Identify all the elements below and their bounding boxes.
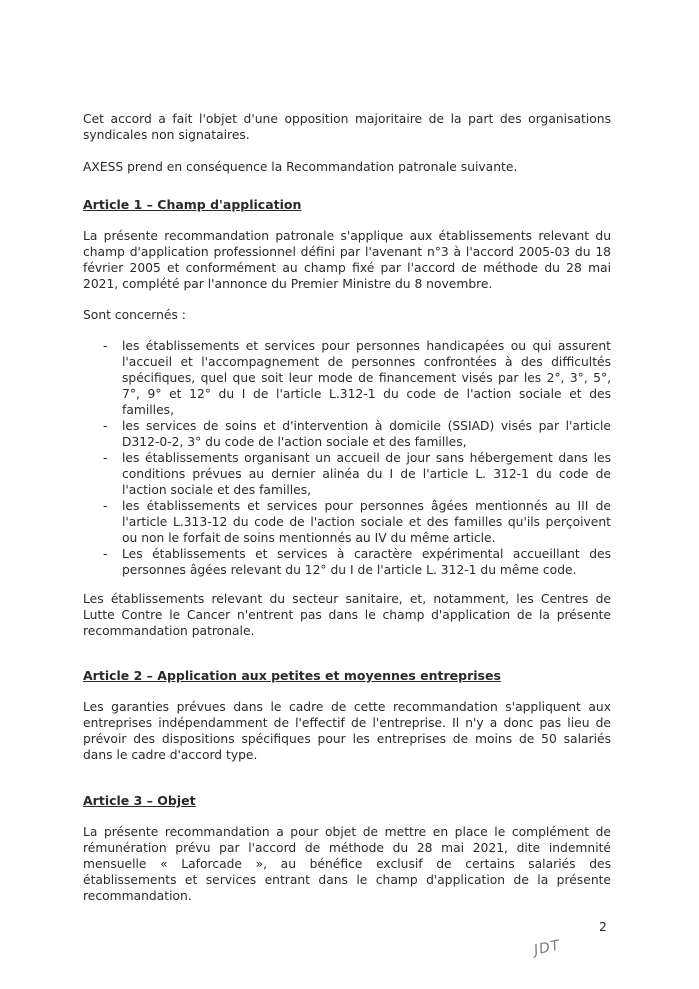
document-page bbox=[83, 0, 611, 904]
list-item: - les établissements et services pour personnes handicapées ou qui assurent l'accueil et l'accompagnement de personnes confrontées à des difficultés spécifiques, quel que soit leur mode de financement visés par les 2°, 3°, 5°, 7°, 9° et 12° du I de l'article L.312-1 du code de l'action sociale et des familles, bbox=[83, 338, 611, 418]
article-1-scope-paragraph: La présente recommandation patronale s'applique aux établissements relevant du champ d'application professionnel défini par l'avenant n°3 à l'accord 2005-03 du 18 février 2005 et conformément au champ fixé par l'accord de méthode du 28 mai 2021, complété par l'annonce du Premier Ministre du 8 novembre. bbox=[83, 229, 611, 291]
handwritten-initials: JDT bbox=[532, 937, 562, 959]
article-3-paragraph: La présente recommandation a pour objet de mettre en place le complément de rémunération prévu par l'accord de méthode du 28 mai 2021, dite indemnité mensuelle « Laforcade », au bénéfice exclusif de certains salariés des établissements et services entrant dans le champ d'application de la présente recommandation. bbox=[83, 825, 611, 903]
list-item: - Les établissements et services à caractère expérimental accueillant des personnes âgées relevant du 12° du I de l'article L. 312-1 du même code. bbox=[83, 546, 611, 578]
article-2-paragraph: Les garanties prévues dans le cadre de cette recommandation s'appliquent aux entreprises indépendamment de l'effectif de l'entreprise. Il n'y a donc pas lieu de prévoir des dispositions spécifiques pour les entreprises de moins de 50 salariés dans le cadre d'accord type. bbox=[83, 700, 611, 762]
list-item: - les services de soins et d'intervention à domicile (SSIAD) visés par l'article D312-0-2, 3° du code de l'action sociale et des familles, bbox=[83, 418, 611, 450]
article-1-establishment-list bbox=[83, 338, 611, 578]
intro-recommendation-paragraph: AXESS prend en conséquence la Recommandation patronale suivante. bbox=[83, 160, 518, 174]
page-number: 2 bbox=[599, 919, 607, 934]
article-1-heading: Article 1 – Champ d'application bbox=[83, 197, 302, 212]
list-item: - les établissements et services pour personnes âgées mentionnés au III de l'article L.313-12 du code de l'action sociale et des familles qu'ils perçoivent ou non le forfait de soins mentionnés au IV du même article. bbox=[83, 498, 611, 546]
intro-opposition-paragraph: Cet accord a fait l'objet d'une opposition majoritaire de la part des organisations syndicales non signataires. bbox=[83, 112, 611, 142]
article-1-exclusion-paragraph: Les établissements relevant du secteur sanitaire, et, notamment, les Centres de Lutte Contre le Cancer n'entrent pas dans le champ d'application de la présente recommandation patronale. bbox=[83, 592, 611, 638]
article-1-sont-concernes: Sont concernés : bbox=[83, 308, 186, 322]
list-item: - les établissements organisant un accueil de jour sans hébergement dans les conditions prévues au dernier alinéa du I de l'article L. 312-1 du code de l'action sociale et des familles, bbox=[83, 450, 611, 498]
article-2-heading: Article 2 – Application aux petites et moyennes entreprises bbox=[83, 668, 501, 683]
article-3-heading: Article 3 – Objet bbox=[83, 793, 196, 808]
